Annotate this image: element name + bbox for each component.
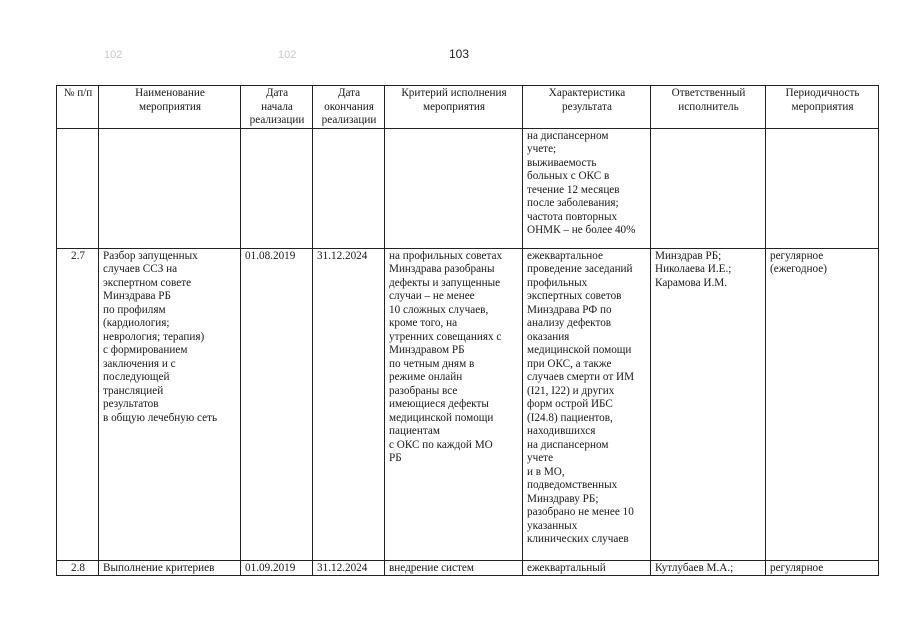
header-end-date: Дата окончания реализации <box>313 86 385 129</box>
cell-criterion: внедрение систем <box>385 560 523 576</box>
cell-num: 2.7 <box>57 248 99 560</box>
cell-responsible: Минздрав РБ; Николаева И.Е.; Карамова И.М. <box>651 248 766 560</box>
cell-result: ежеквартальное проведение заседаний профильных экспертных советов Минздрава РФ по анализу дефектов оказания медицинской помощи при ОКС, а также случаев смерти от ИМ (I21, I22) и других форм острой ИБС (I24.8) пациентов, находившихся на диспансерном учете и в МО, подведомственных Минздраву РБ; разобрано не менее 10 указанных клинических случаев <box>523 248 651 560</box>
cell-start <box>241 128 313 248</box>
cell-num: 2.8 <box>57 560 99 576</box>
faint-page-number-left: 102 <box>104 49 123 61</box>
cell-responsible <box>651 128 766 248</box>
page-number: 103 <box>449 47 470 61</box>
cell-responsible: Кутлубаев М.А.; <box>651 560 766 576</box>
cell-result: ежеквартальный <box>523 560 651 576</box>
cell-num <box>57 128 99 248</box>
cell-periodicity <box>766 128 879 248</box>
cell-criterion <box>385 128 523 248</box>
header-name: Наименование мероприятия <box>99 86 241 129</box>
cell-end: 31.12.2024 <box>313 560 385 576</box>
table-header-row <box>57 86 879 129</box>
cell-name <box>99 128 241 248</box>
cell-result: на диспансерном учете; выживаемость больных с ОКС в течение 12 месяцев после заболевания; частота повторных ОНМК – не более 40% <box>523 128 651 248</box>
cell-start: 01.08.2019 <box>241 248 313 560</box>
cell-end: 31.12.2024 <box>313 248 385 560</box>
header-num: № п/п <box>57 86 99 129</box>
header-result: Характеристика результата <box>523 86 651 129</box>
faint-page-number-middle: 102 <box>278 49 297 61</box>
header-criterion: Критерий исполнения мероприятия <box>385 86 523 129</box>
cell-end <box>313 128 385 248</box>
table-row-continuation <box>57 128 879 248</box>
cell-start: 01.09.2019 <box>241 560 313 576</box>
table-row-2-7 <box>57 248 879 560</box>
cell-criterion: на профильных советах Минздрава разобраны дефекты и запущенные случаи – не менее 10 сложных случаев, кроме того, на утренних совещаниях с Минздравом РБ по четным дням в режиме онлайн разобраны все имеющиеся дефекты медицинской помощи пациентам с ОКС по каждой МО РБ <box>385 248 523 560</box>
cell-periodicity: регулярное (ежегодное) <box>766 248 879 560</box>
header-start-date: Дата начала реализации <box>241 86 313 129</box>
action-plan-table <box>56 85 879 576</box>
cell-name: Выполнение критериев <box>99 560 241 576</box>
cell-name: Разбор запущенных случаев ССЗ на экспертном совете Минздрава РБ по профилям (кардиология; неврология; терапия) с формированием заключения и с последующей трансляцией результатов в общую лечебную сеть <box>99 248 241 560</box>
cell-periodicity: регулярное <box>766 560 879 576</box>
header-responsible: Ответственный исполнитель <box>651 86 766 129</box>
header-periodicity: Периодичность мероприятия <box>766 86 879 129</box>
table-row-2-8 <box>57 560 879 576</box>
